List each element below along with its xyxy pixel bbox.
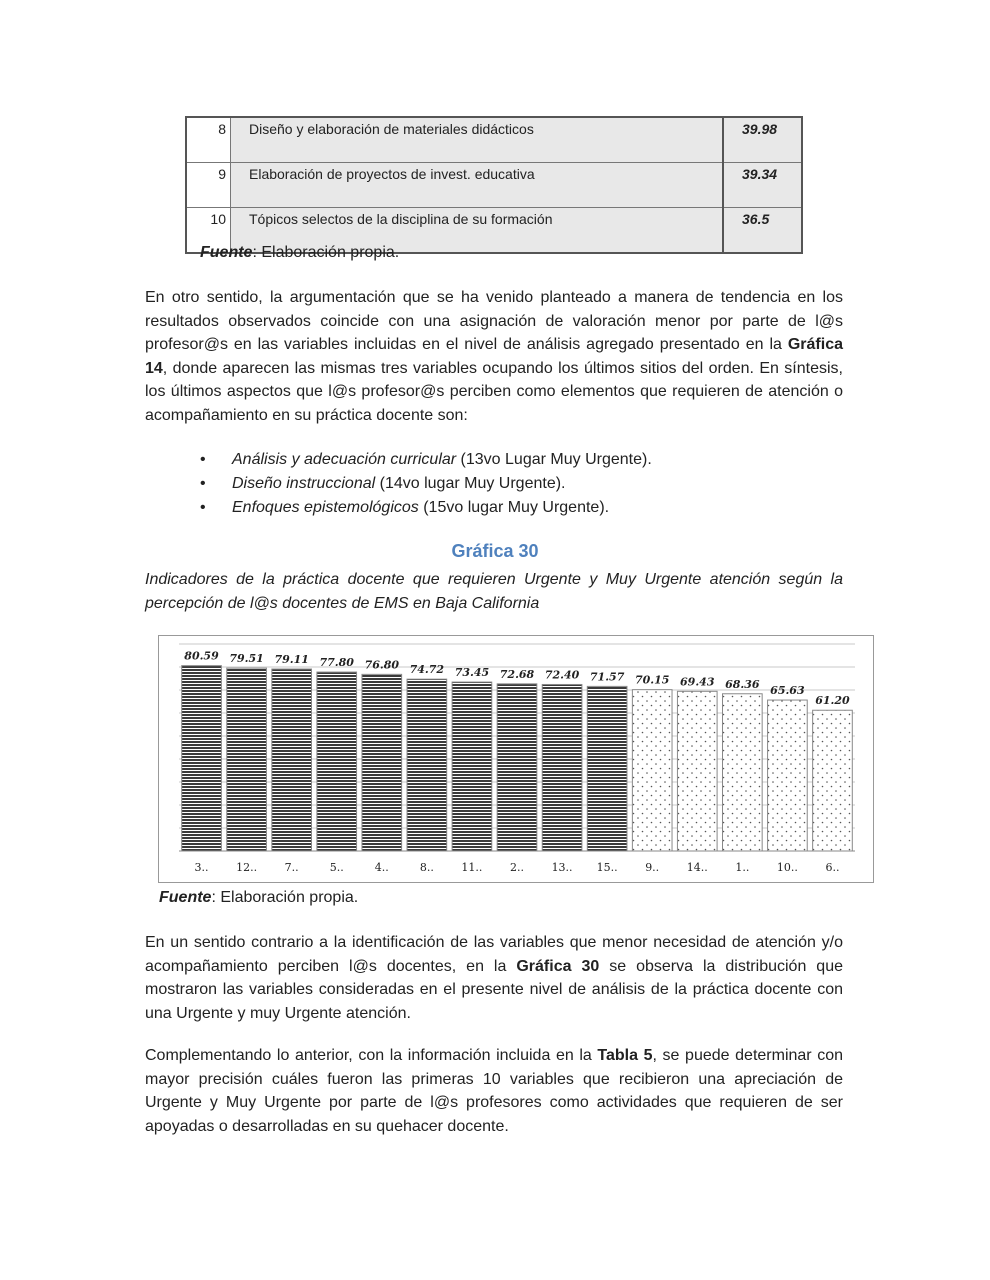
table-source-note [200,244,399,262]
figure-reference: Gráfica 30 [516,957,600,975]
bullet-list [200,448,652,520]
data-label: 73.45 [454,666,490,680]
paragraph-3 [145,1044,843,1138]
paragraph-text: se observa la distribución que mostraron las variables consideradas en el presente nivel de análisis de la práctica docente con una Urgente y muy Urgente atención. [145,957,844,1022]
x-tick-label: 9.. [645,861,660,874]
row-description: Tópicos selectos de la disciplina de su formación [231,208,724,254]
data-label: 70.15 [634,673,670,687]
bar-chart [158,635,874,883]
bar [768,700,808,851]
x-tick-label: 12.. [236,861,258,874]
table-row [186,163,802,208]
row-value: 39.34 [723,163,802,208]
bullet-icon: • [200,451,206,468]
bar [452,682,492,851]
figure-reference: Gráfica 14 [145,336,843,377]
bar [632,690,672,851]
data-label: 79.51 [229,652,264,666]
paragraph-2 [145,931,843,1025]
table-row [186,117,802,163]
source-text: : Elaboración propia. [252,244,400,261]
paragraph-text: , se puede determinar con mayor precisión cuáles fueron las primeras 10 variables que recibieron una apreciación de Urgente y Muy Urgente por parte de l@s profesores como actividades que requieren de ser apoyadas o desarrolladas en su quehacer docente. [145,1047,844,1135]
x-tick-label: 7.. [284,861,299,874]
bar [723,694,763,851]
data-label: 71.57 [589,670,625,684]
paragraph-text: En otro sentido, la argumentación que se ha venido planteado a manera de tendencia en los resultados observados coincide con una asignación de valoración menor por parte de l@s profesor@s en las variables incluidas en el nivel de análisis agregado presentado en la [145,289,843,353]
item-text: (13vo Lugar Muy Urgente). [456,451,652,468]
row-number: 8 [186,117,231,163]
item-emphasis: Enfoques epistemológicos [232,499,419,516]
data-label: 77.80 [319,656,354,670]
row-value: 39.98 [723,117,802,163]
data-label: 74.72 [409,663,445,677]
bar [317,672,357,851]
list-item [200,496,652,520]
bar [182,666,222,851]
bar [677,691,717,851]
list-item [200,472,652,496]
data-label: 61.20 [815,694,850,708]
source-label: Fuente [159,889,212,906]
bar [272,669,312,851]
paragraph-text: , donde aparecen las mismas tres variables ocupando los últimos sitios del orden. En síntesis, los últimos aspectos que l@s profesor@s perciben como elementos que requieren de atención o acompañamiento en su práctica docente son: [145,359,843,424]
data-label: 72.40 [544,668,580,682]
data-label: 79.11 [274,653,309,667]
bar [542,684,582,851]
x-tick-label: 13.. [551,861,573,874]
figure-subtitle: Indicadores de la práctica docente que requieren Urgente y Muy Urgente atención según la percepción de l@s docentes de EMS en Baja California [145,571,843,612]
data-label: 65.63 [770,684,805,698]
data-label: 69.43 [680,675,715,689]
bar-chart-svg [159,636,873,882]
figure-title: Gráfica 30 [451,541,539,561]
row-description: Diseño y elaboración de materiales didácticos [231,117,724,163]
row-value: 36.5 [723,208,802,254]
bar [587,686,627,851]
x-tick-label: 5.. [329,861,344,874]
list-item [200,448,652,472]
bar [362,674,402,851]
data-label: 76.80 [364,658,400,672]
x-tick-label: 4.. [374,861,389,874]
paragraph-1 [145,286,843,427]
bar [227,668,267,851]
source-text: : Elaboración propia. [211,889,359,906]
table-reference: Tabla 5 [597,1047,653,1064]
item-text: (15vo lugar Muy Urgente). [418,499,610,516]
x-tick-label: 15.. [596,861,618,874]
bar [407,679,447,851]
row-number: 9 [186,163,231,208]
chart-source-note [159,889,358,907]
bullet-icon: • [200,475,206,492]
ranking-table [185,116,803,254]
row-description: Elaboración de proyectos de invest. educativa [231,163,724,208]
item-text: (14vo lugar Muy Urgente). [375,475,566,492]
item-emphasis: Diseño instruccional [232,475,376,492]
paragraph-text: Complementando lo anterior, con la información incluida en la [145,1047,598,1064]
bar [813,710,853,851]
row-number: 10 [186,208,231,254]
x-tick-label: 6.. [825,861,840,874]
bar [497,684,537,851]
source-label: Fuente [200,244,253,261]
x-tick-label: 3.. [194,861,209,874]
x-tick-label: 1.. [735,861,750,874]
x-tick-label: 11.. [461,861,483,874]
x-tick-label: 14.. [686,861,708,874]
x-tick-label: 8.. [419,861,434,874]
bullet-icon: • [200,499,206,516]
x-tick-label: 10.. [776,861,798,874]
item-emphasis: Análisis y adecuación curricular [232,451,457,468]
paragraph-text: En un sentido contrario a la identificación de las variables que menor necesidad de atención y/o acompañamiento perciben l@s docentes, en la [145,934,843,975]
x-tick-label: 2.. [510,861,524,874]
data-label: 80.59 [184,649,219,663]
data-label: 72.68 [499,667,535,681]
data-label: 68.36 [725,677,760,691]
